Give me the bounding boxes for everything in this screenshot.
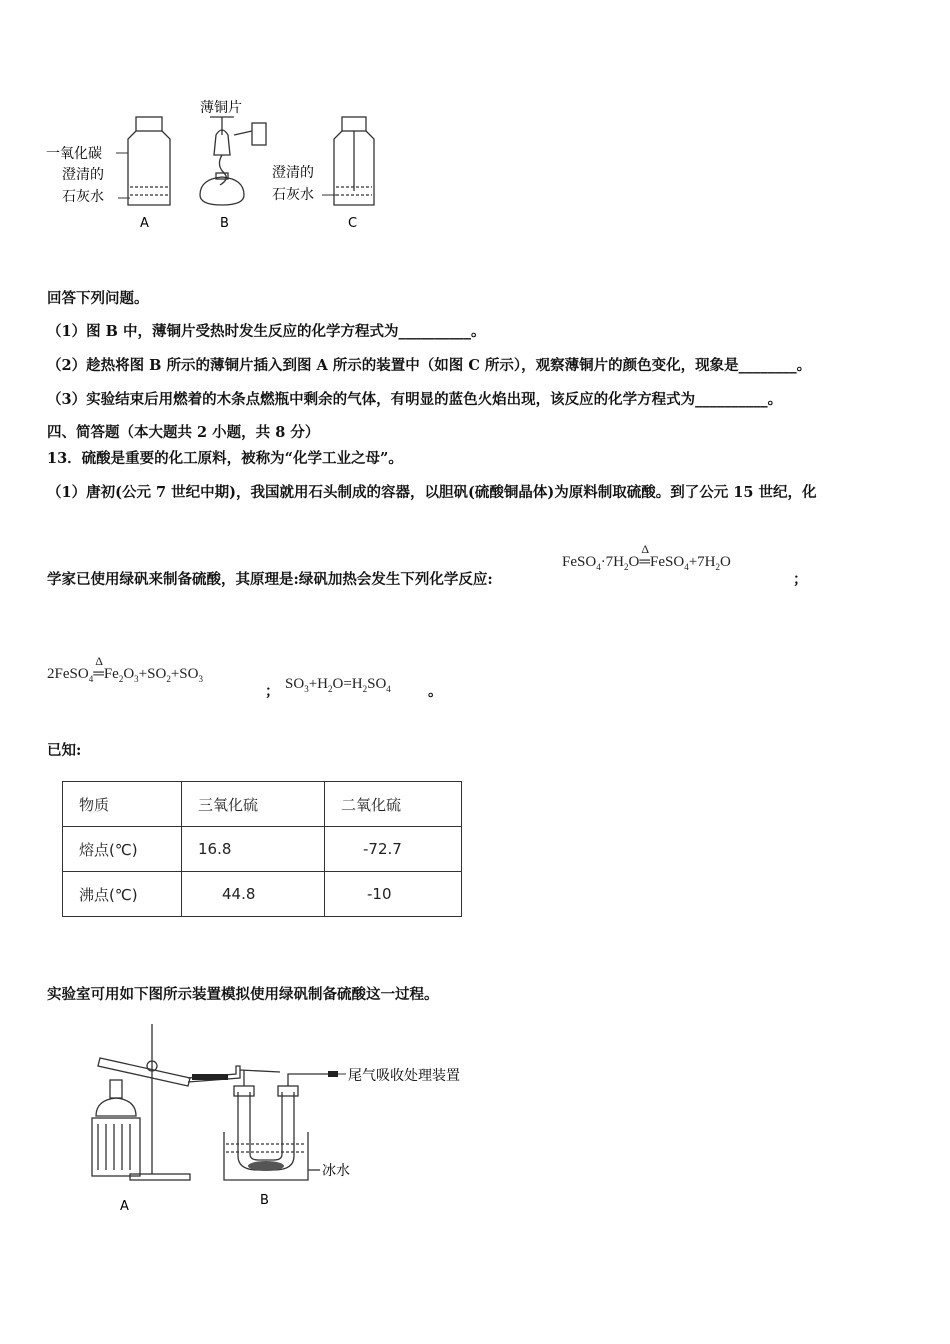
q13-title: 13．硫酸是重要的化工原料，被称为“化学工业之母”。 xyxy=(47,450,403,467)
q13-paragraph-1: （1）唐初(公元 7 世纪中期)，我国就用石头制成的容器，以胆矾(硫酸铜晶体)为原料制取硫酸。到了公元 15 世纪，化 xyxy=(47,484,817,501)
table-header-row xyxy=(63,782,462,827)
alcohol-lamp-b xyxy=(200,117,266,205)
q13-paragraph-2: 学家已使用绿矾来制备硫酸，其原理是:绿矾加热会发生下列化学反应: xyxy=(47,571,493,588)
equation-green-vitriol-dehydration: $FeSO_4\cdot 7H_2O$ Δ $═FeSO_4+7H_2O$ xyxy=(562,542,731,572)
known-label: 已知: xyxy=(47,742,82,759)
q12-item-2: （2）趁热将图 B 所示的薄铜片插入到图 A 所示的装置中（如图 C 所示），观察薄铜片的颜色变化，现象是________。 xyxy=(47,357,812,374)
equation-sulfuric-acid-formation: $SO_3+H_2O=H_2SO_4$ xyxy=(285,676,391,694)
label-limewater-c-line2: 石灰水 xyxy=(272,187,314,203)
cell-so2-melting-point: -72.7 xyxy=(325,827,462,872)
header-substance: 物质 xyxy=(63,782,182,827)
cell-so3-melting-point: 16.8 xyxy=(182,827,325,872)
row-label-boiling-point: 沸点(℃) xyxy=(63,872,182,917)
q12-intro: 回答下列问题。 xyxy=(47,290,149,307)
figure-letter-a: A xyxy=(140,216,149,231)
semicolon-1: ； xyxy=(793,571,808,588)
semicolon-2: ； xyxy=(265,683,280,700)
label-limewater-a-line1: 澄清的 xyxy=(62,167,104,183)
label-carbon-monoxide: 一氧化碳 xyxy=(46,146,102,162)
apparatus-figure-heating xyxy=(80,1020,470,1220)
bottle-a xyxy=(128,117,170,205)
property-table xyxy=(62,781,462,917)
label-limewater-a-line2: 石灰水 xyxy=(62,189,104,205)
lab-setup-sentence: 实验室可用如下图所示装置模拟使用绿矾制备硫酸这一过程。 xyxy=(47,986,439,1003)
q12-item-3: （3）实验结束后用燃着的木条点燃瓶中剩余的气体，有明显的蓝色火焰出现，该反应的化学方程式为__________。 xyxy=(47,391,783,408)
figure-letter-b: B xyxy=(220,216,229,231)
header-sulfur-trioxide: 三氧化硫 xyxy=(182,782,325,827)
bottle-c xyxy=(334,117,374,205)
figure-letter-a: A xyxy=(120,1199,129,1214)
cell-so2-boiling-point: -10 xyxy=(325,872,462,917)
q12-item-1: （1）图 B 中，薄铜片受热时发生反应的化学方程式为__________。 xyxy=(47,323,486,340)
figure-letter-b: B xyxy=(260,1193,269,1208)
row-label-melting-point: 熔点(℃) xyxy=(63,827,182,872)
section-heading: 四、简答题（本大题共 2 小题，共 8 分） xyxy=(47,424,320,441)
header-sulfur-dioxide: 二氧化硫 xyxy=(325,782,462,827)
table-row-melting-point xyxy=(63,827,462,872)
figure-letter-c: C xyxy=(348,216,358,231)
label-ice-water: 冰水 xyxy=(322,1163,350,1179)
apparatus-figure-abc xyxy=(40,95,380,240)
label-limewater-c-line1: 澄清的 xyxy=(272,165,314,181)
equation-ferrous-sulfate-decomposition: 2FeSO$_4$ Δ $═Fe_2O_3+SO_2+SO_3$ xyxy=(47,654,203,684)
label-copper-sheet: 薄铜片 xyxy=(200,100,242,116)
cell-so3-boiling-point: 44.8 xyxy=(182,872,325,917)
table-row-boiling-point xyxy=(63,872,462,917)
label-tail-gas-treatment: 尾气吸收处理装置 xyxy=(348,1068,460,1084)
period-mark: 。 xyxy=(428,683,443,700)
